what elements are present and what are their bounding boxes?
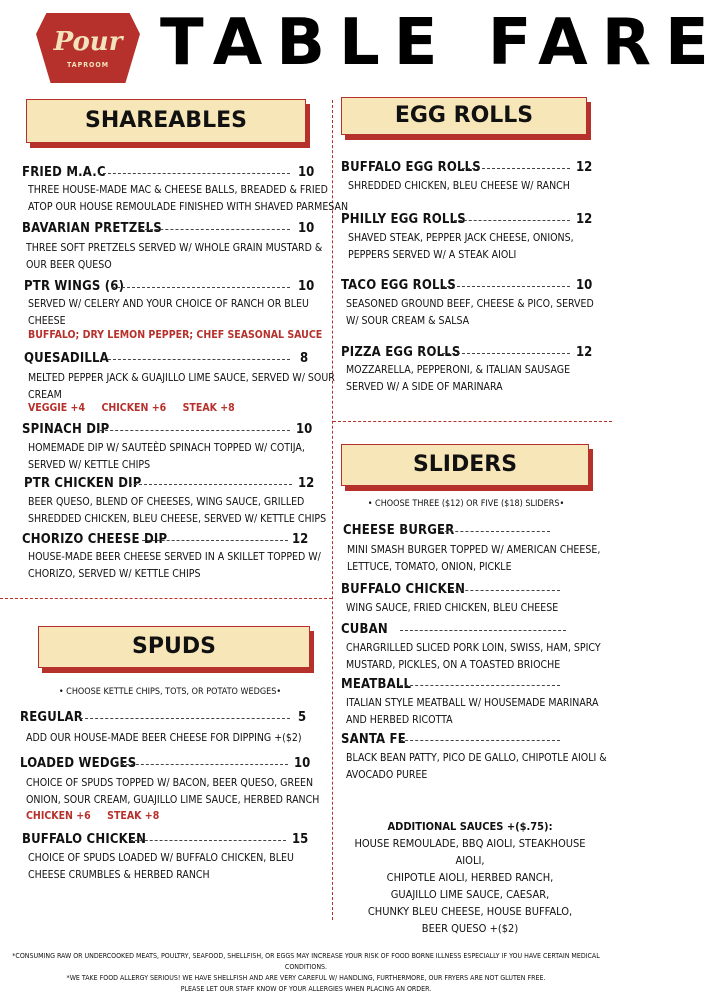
item-desc: MELTED PEPPER JACK & GUAJILLO LIME SAUCE, SERVED W/ SOUR CREAM	[28, 372, 335, 401]
item-desc: HOMEMADE DIP W/ SAUTEÈD SPINACH TOPPED W/ COTIJA, SERVED W/ KETTLE CHIPS	[28, 442, 305, 471]
item-desc: THREE HOUSE-MADE MAC & CHEESE BALLS, BREADED & FRIED ATOP OUR HOUSE REMOULADE FINISHED WITH SHAVED PARMESAN	[28, 184, 349, 213]
leader-dots	[124, 484, 292, 485]
leader-dots	[140, 229, 290, 230]
logo-name: Pour	[53, 27, 123, 57]
menu-item-loaded-wedges: LOADED WEDGES	[20, 756, 137, 771]
item-desc: BLACK BEAN PATTY, PICO DE GALLO, CHIPOTLE AIOLI & AVOCADO PUREE	[346, 752, 607, 781]
item-desc: SERVED W/ CELERY AND YOUR CHOICE OF RANCH OR BLEU CHEESE	[28, 298, 309, 327]
item-desc: WING SAUCE, FRIED CHICKEN, BLEU CHEESE	[346, 602, 559, 614]
leader-dots	[462, 168, 570, 169]
menu-item-regular: REGULAR	[20, 710, 84, 725]
sliders-note: • CHOOSE THREE ($12) OR FIVE ($18) SLIDERS•	[367, 499, 565, 509]
menu-item-ptr-wings: PTR WINGS (6)	[24, 279, 125, 294]
item-desc: CHOICE OF SPUDS LOADED W/ BUFFALO CHICKEN, BLEU CHEESE CRUMBLES & HERBED RANCH	[28, 852, 294, 881]
item-price: 10	[576, 278, 593, 293]
menu-item-cuban: CUBAN	[341, 622, 388, 637]
item-price: 10	[294, 756, 311, 771]
menu-item-buffalo-chicken-slider: BUFFALO CHICKEN	[341, 582, 466, 597]
leader-dots	[442, 353, 570, 354]
item-price: 10	[298, 279, 315, 294]
allergy-disclaimer	[0, 951, 612, 995]
item-price: 10	[298, 221, 315, 236]
leader-dots	[98, 173, 290, 174]
menu-item-taco-egg-rolls: TACO EGG ROLLS	[341, 278, 456, 293]
footer-line: *CONSUMING RAW OR UNDERCOOKED MEATS, POULTRY, SEAFOOD, SHELLFISH, OR EGGS MAY INCREASE YOUR RISK OF FOOD BORNE ILLNESS ESPECIALLY IF YOU HAVE CERTAIN MEDICAL CONDITIONS.	[12, 952, 600, 971]
item-price: 8	[300, 351, 309, 366]
item-desc: MOZZARELLA, PEPPERONI, & ITALIAN SAUSAGE SERVED W/ A SIDE OF MARINARA	[346, 364, 571, 393]
additional-sauces	[340, 818, 600, 937]
leader-dots	[112, 287, 290, 288]
item-price: 12	[292, 532, 309, 547]
menu-item-spinach-dip: SPINACH DIP	[22, 422, 110, 437]
spuds-title: SPUDS	[38, 626, 310, 668]
item-price: 12	[576, 212, 593, 227]
leader-dots	[130, 840, 286, 841]
spuds-note: • CHOOSE KETTLE CHIPS, TOTS, OR POTATO WEDGES•	[58, 687, 282, 697]
leader-dots	[80, 718, 290, 719]
logo-sub: TAPROOM	[66, 61, 110, 69]
footer-line: PLEASE LET OUR STAFF KNOW OF YOUR ALLERGIES WHEN PLACING AN ORDER.	[180, 985, 432, 993]
item-price: 10	[298, 165, 315, 180]
leader-dots	[100, 430, 290, 431]
item-price: 12	[576, 345, 593, 360]
sauces-line: CHIPOTLE AIOLI, HERBED RANCH,	[386, 871, 554, 884]
item-options: CHICKEN +6 STEAK +8	[26, 810, 160, 822]
item-desc: SEASONED GROUND BEEF, CHEESE & PICO, SERVED W/ SOUR CREAM & SALSA	[346, 298, 594, 327]
leader-dots	[400, 630, 566, 631]
item-desc: CHOICE OF SPUDS TOPPED W/ BACON, BEER QUESO, GREEN ONION, SOUR CREAM, GUAJILLO LIME SAUCE, HERBED RANCH	[26, 777, 320, 806]
menu-item-quesadilla: QUESADILLA	[24, 351, 109, 366]
menu-item-fried-mac: FRIED M.A.C	[22, 165, 106, 180]
leader-dots	[442, 286, 570, 287]
sliders-title: SLIDERS	[341, 444, 589, 486]
shareables-title: SHAREABLES	[26, 99, 306, 143]
item-desc: ITALIAN STYLE MEATBALL W/ HOUSEMADE MARINARA AND HERBED RICOTTA	[346, 697, 599, 726]
footer-line: *WE TAKE FOOD ALLERGY SERIOUS! WE HAVE SHELLFISH AND ARE VERY CAREFUL W/ HANDLING, FURTHERMORE, OUR FRYERS ARE NOT GLUTEN FREE.	[66, 974, 546, 982]
item-desc: SHREDDED CHICKEN, BLEU CHEESE W/ RANCH	[348, 180, 570, 192]
item-options: VEGGIE +4 CHICKEN +6 STEAK +8	[28, 402, 235, 414]
sauces-line: HOUSE REMOULADE, BBQ AIOLI, STEAKHOUSE AIOLI,	[354, 837, 586, 867]
section-divider-left	[0, 598, 332, 599]
item-desc: BEER QUESO, BLEND OF CHEESES, WING SAUCE, GRILLED SHREDDED CHICKEN, BLEU CHEESE, SERVED W/ KETTLE CHIPS	[28, 496, 327, 525]
item-options: BUFFALO; DRY LEMON PEPPER; CHEF SEASONAL SAUCE	[28, 329, 323, 341]
leader-dots	[400, 685, 560, 686]
leader-dots	[142, 540, 288, 541]
page-title: TABLE FARE	[160, 6, 723, 80]
item-desc: THREE SOFT PRETZELS SERVED W/ WHOLE GRAIN MUSTARD & OUR BEER QUESO	[26, 242, 323, 271]
leader-dots	[450, 590, 560, 591]
menu-item-philly-egg-rolls: PHILLY EGG ROLLS	[341, 212, 466, 227]
menu-item-buffalo-chicken-spuds: BUFFALO CHICKEN	[22, 832, 147, 847]
section-divider-right	[333, 421, 612, 422]
menu-item-cheese-burger: CHEESE BURGER	[343, 523, 455, 538]
sauces-line: CHUNKY BLEU CHEESE, HOUSE BUFFALO,	[367, 905, 573, 918]
menu-item-santa-fe: SANTA FE	[341, 732, 406, 747]
item-price: 5	[298, 710, 307, 725]
item-price: 12	[576, 160, 593, 175]
item-desc: SHAVED STEAK, PEPPER JACK CHEESE, ONIONS, PEPPERS SERVED W/ A STEAK AIOLI	[348, 232, 574, 261]
pour-taproom-logo	[36, 13, 140, 83]
item-desc: MINI SMASH BURGER TOPPED W/ AMERICAN CHEESE, LETTUCE, TOMATO, ONION, PICKLE	[347, 544, 601, 573]
menu-item-bavarian-pretzels: BAVARIAN PRETZELS	[22, 221, 162, 236]
leader-dots	[400, 740, 560, 741]
egg-rolls-title: EGG ROLLS	[341, 97, 587, 135]
item-desc: HOUSE-MADE BEER CHEESE SERVED IN A SKILLET TOPPED W/ CHORIZO, SERVED W/ KETTLE CHIPS	[28, 551, 321, 580]
sauces-line: BEER QUESO +($2)	[421, 922, 519, 935]
item-price: 15	[292, 832, 309, 847]
sauces-line: GUAJILLO LIME SAUCE, CAESAR,	[390, 888, 550, 901]
item-desc: CHARGRILLED SLICED PORK LOIN, SWISS, HAM, SPICY MUSTARD, PICKLES, ON A TOASTED BRIOCHE	[346, 642, 601, 671]
leader-dots	[440, 531, 550, 532]
menu-item-meatball: MEATBALL	[341, 677, 412, 692]
sauces-heading: ADDITIONAL SAUCES +($.75):	[387, 820, 553, 833]
menu-item-pizza-egg-rolls: PIZZA EGG ROLLS	[341, 345, 461, 360]
menu-item-buffalo-egg-rolls: BUFFALO EGG ROLLS	[341, 160, 481, 175]
menu-item-ptr-chicken-dip: PTR CHICKEN DIP	[24, 476, 142, 491]
item-price: 10	[296, 422, 313, 437]
leader-dots	[108, 359, 290, 360]
leader-dots	[454, 220, 570, 221]
item-price: 12	[298, 476, 315, 491]
item-desc: ADD OUR HOUSE-MADE BEER CHEESE FOR DIPPING +($2)	[26, 732, 302, 744]
column-divider	[332, 100, 333, 920]
leader-dots	[116, 764, 288, 765]
menu-item-chorizo-cheese-dip: CHORIZO CHEESE DIP	[22, 532, 168, 547]
